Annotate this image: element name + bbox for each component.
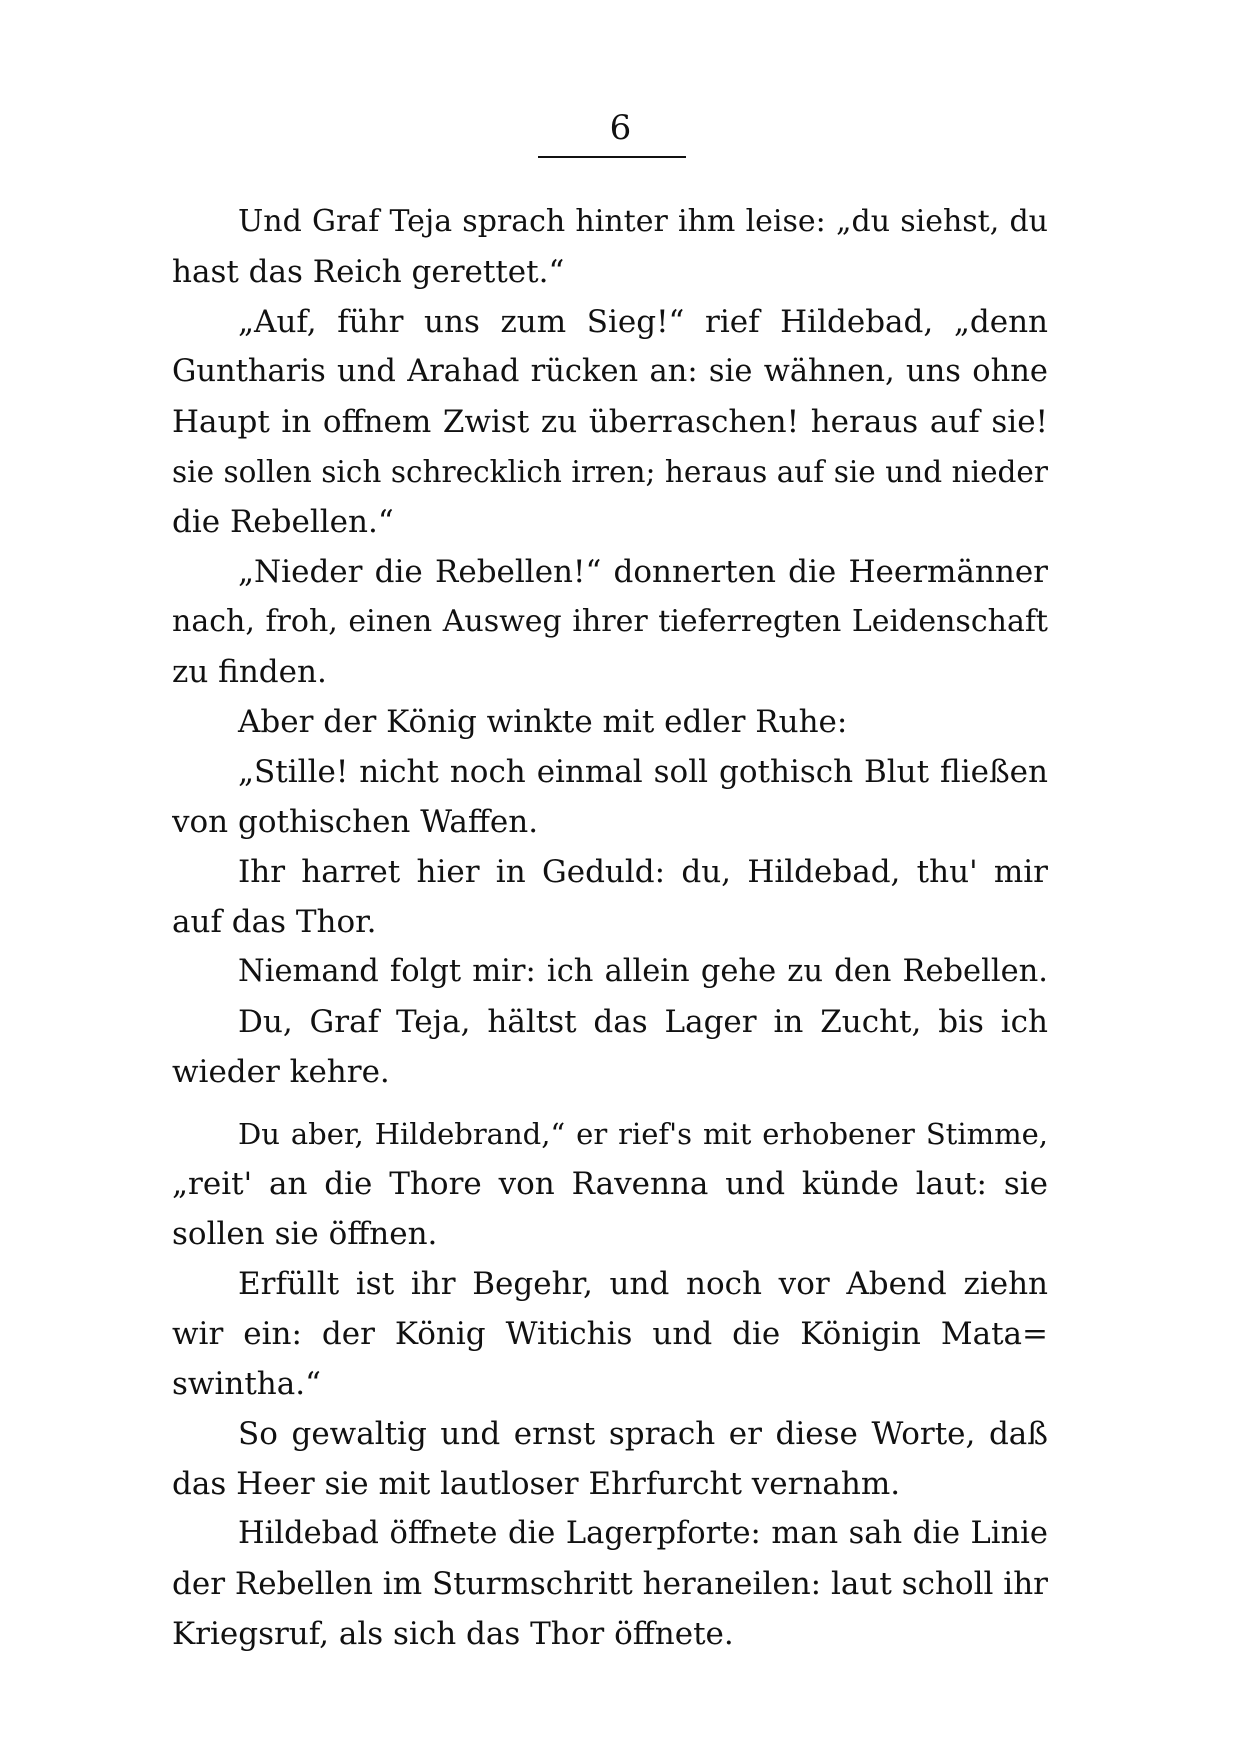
text-line: Kriegsruf, als sich das Thor öffnete. [172, 1616, 734, 1652]
text-line: Guntharis und Arahad rücken an: sie wähnen, uns ohne [172, 354, 1048, 389]
text-line: wieder kehre. [172, 1054, 390, 1090]
text-line: Ihr harret hier in Geduld: du, Hildebad, thu' mir [238, 854, 1048, 890]
text-line: zu finden. [172, 654, 327, 690]
text-line: Niemand folgt mir: ich allein gehe zu den Rebellen. [238, 954, 1048, 989]
text-line: Du, Graf Teja, hältst das Lager in Zucht, bis ich [238, 1004, 1048, 1040]
text-line: sollen sie öffnen. [172, 1216, 438, 1252]
text-line: auf das Thor. [172, 904, 377, 940]
text-line: wir ein: der König Witichis und die Königin Mata= [172, 1316, 1048, 1352]
text-line: So gewaltig und ernst sprach er diese Worte, daß [238, 1416, 1048, 1452]
text-line: sie sollen sich schrecklich irren; heraus auf sie und nieder [172, 455, 1048, 489]
body-text [172, 197, 1048, 1659]
text-line: Erfüllt ist ihr Begehr, und noch vor Abend ziehn [238, 1266, 1048, 1302]
text-line: die Rebellen.“ [172, 504, 394, 540]
text-line: „Stille! nicht noch einmal soll gothisch Blut fließen [238, 754, 1048, 790]
text-line: das Heer sie mit lautloser Ehrfurcht vernahm. [172, 1466, 901, 1502]
text-line: swintha.“ [172, 1366, 321, 1402]
text-line: „Nieder die Rebellen!“ donnerten die Heermänner [238, 554, 1048, 590]
text-line: nach, froh, einen Ausweg ihrer tieferregten Leidenschaft [172, 604, 1048, 639]
page-number-rule [538, 156, 686, 158]
text-line: Und Graf Teja sprach hinter ihm leise: „du siehst, du [238, 204, 1048, 239]
text-line: Haupt in offnem Zwist zu überraschen! heraus auf sie! [172, 404, 1048, 440]
text-line: von gothischen Waffen. [172, 804, 539, 840]
text-line: Hildebad öffnete die Lagerpforte: man sah die Linie [238, 1516, 1048, 1551]
text-line: Du aber, Hildebrand,“ er rief's mit erhobener Stimme, [238, 1117, 1048, 1151]
text-line: „reit' an die Thore von Ravenna und künde laut: sie [172, 1166, 1048, 1202]
text-line: „Auf, führ uns zum Sieg!“ rief Hildebad, „denn [238, 304, 1048, 340]
text-line: der Rebellen im Sturmschritt heraneilen: laut scholl ihr [172, 1566, 1048, 1602]
page-number: 6 [609, 108, 632, 148]
text-line: hast das Reich gerettet.“ [172, 254, 565, 290]
text-line: Aber der König winkte mit edler Ruhe: [238, 704, 848, 740]
